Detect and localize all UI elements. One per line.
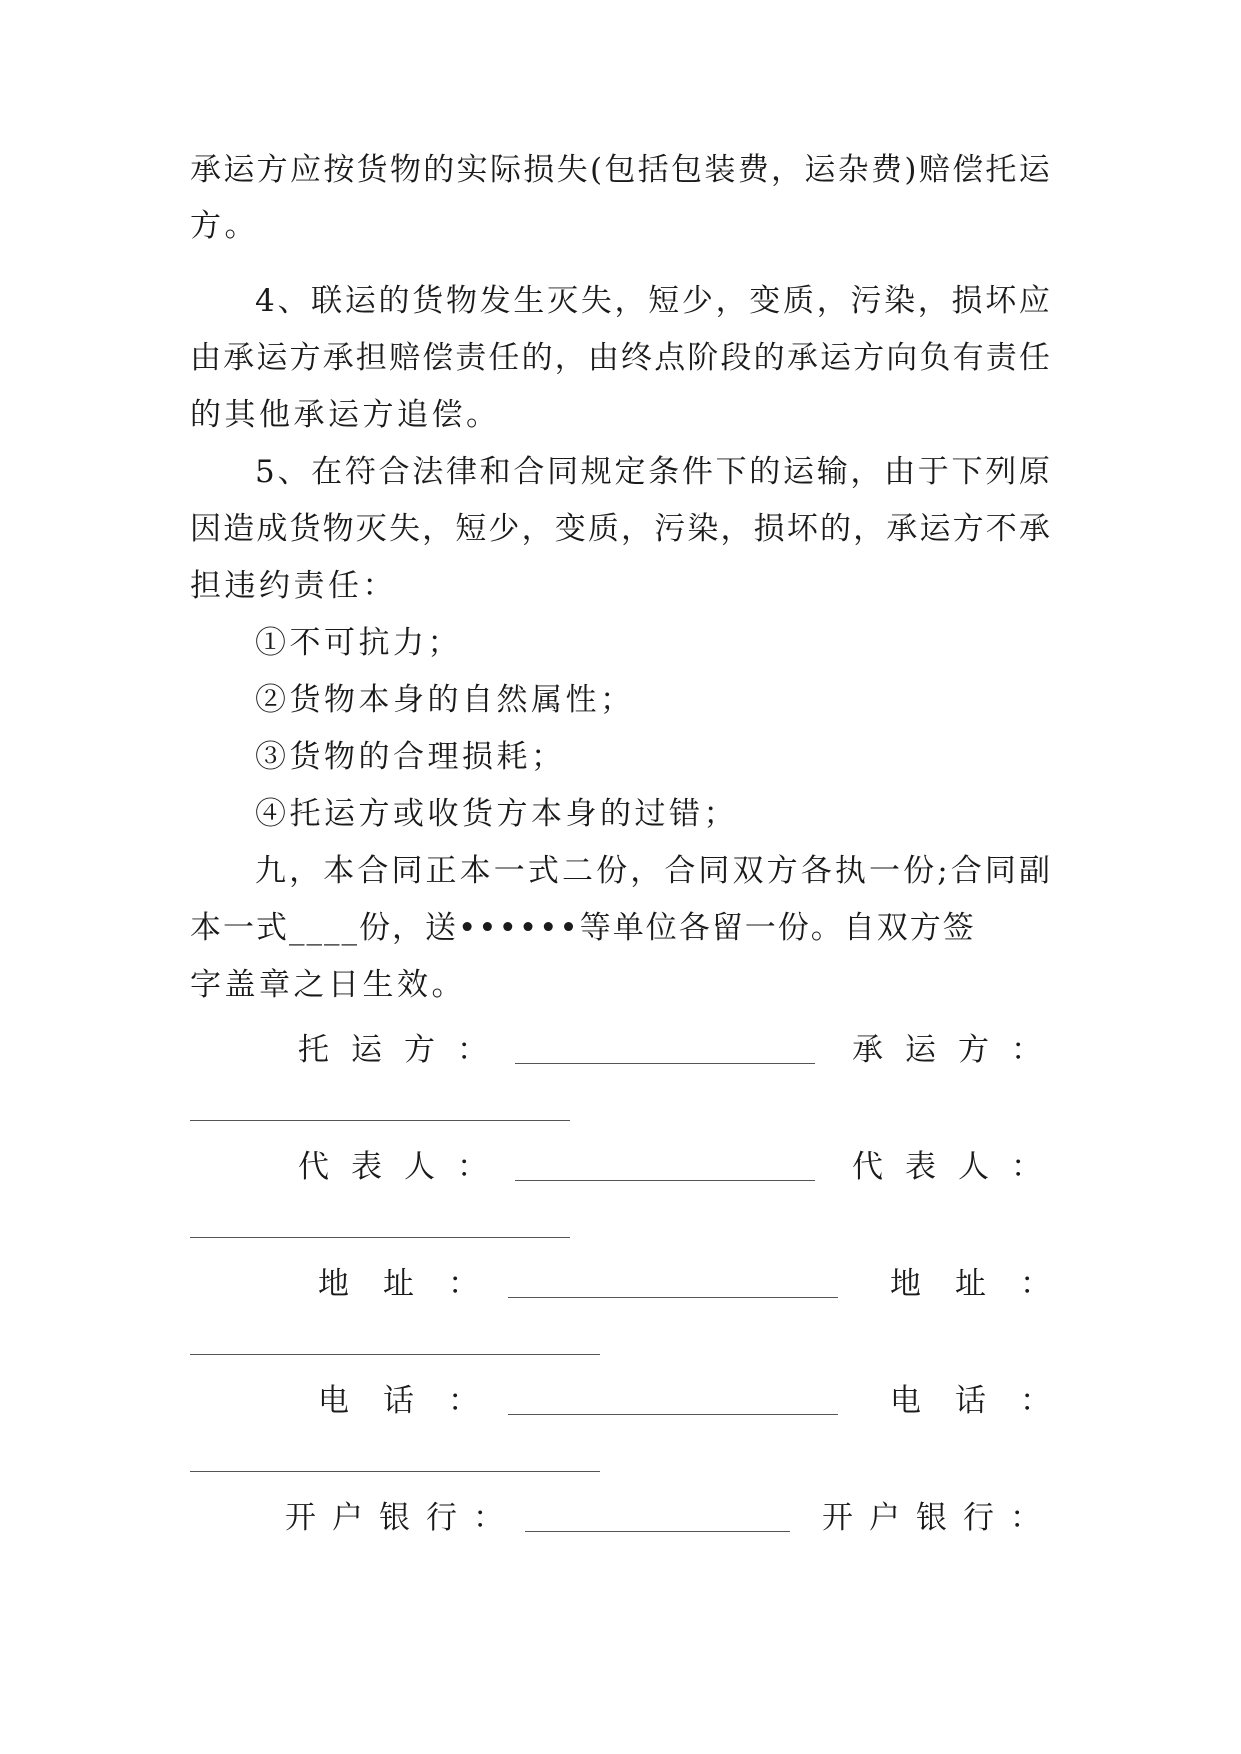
list-item-1: ①不可抗力； (255, 625, 462, 661)
text-line-13: 九 ， 本 合 同 正 本 一 式 二 份 ， 合 同 双 方 各 执 一 份 ; 合 同 副 (255, 853, 1050, 889)
text-line-7: 因 造 成 货 物 灭 失 ， 短 少 ， 变 质 ， 污 染 ， 损 坏 的 ， 承 运 方 不 承 (190, 511, 1050, 547)
carrier-label: 承运方： (852, 1032, 1064, 1068)
rep-left-label: 代表人： (298, 1149, 510, 1185)
addr-left-label: 地址： (318, 1266, 513, 1302)
phone-left-label: 电话： (318, 1383, 513, 1419)
rep-right-label: 代表人： (852, 1149, 1064, 1185)
text-line-14: 本一式____份，送••••••等单位各留一份。自双方签 (190, 910, 976, 946)
rep-right-line (190, 1237, 570, 1238)
list-item-3: ③货物的合理损耗； (255, 739, 566, 775)
list-item-2: ②货物本身的自然属性； (255, 682, 635, 718)
bank-left-line (525, 1531, 790, 1532)
list-item-4: ④托运方或收货方本身的过错； (255, 796, 738, 832)
addr-right-line (190, 1354, 600, 1355)
bank-right-label: 开户银行： (822, 1500, 1057, 1536)
text-line-6: 5 、 在 符 合 法 律 和 合 同 规 定 条 件 下 的 运 输 ， 由 于 下 列 原 (255, 454, 1050, 490)
carrier-line (190, 1120, 570, 1121)
text-line-1: 承 运 方 应 按 货 物 的 实 际 损 失 ( 包 括 包 装 费 ， 运 杂 费 ) 赔 偿 托 运 (190, 152, 1050, 188)
phone-right-line (190, 1471, 600, 1472)
shipper-line (515, 1063, 815, 1064)
text-line-5: 的其他承运方追偿。 (190, 397, 501, 433)
text-line-2: 方。 (190, 208, 259, 244)
shipper-label: 托运方： (298, 1032, 510, 1068)
text-line-8: 担违约责任： (190, 568, 397, 604)
addr-right-label: 地址： (890, 1266, 1085, 1302)
bank-left-label: 开户银行： (285, 1500, 520, 1536)
text-line-4: 由 承 运 方 承 担 赔 偿 责 任 的 ， 由 终 点 阶 段 的 承 运 方 向 负 有 责 任 (190, 340, 1050, 376)
phone-right-label: 电话： (890, 1383, 1085, 1419)
text-line-3: 4 、 联 运 的 货 物 发 生 灭 失 ， 短 少 ， 变 质 ， 污 染 ， 损 坏 应 (255, 283, 1050, 319)
rep-left-line (515, 1180, 815, 1181)
addr-left-line (508, 1297, 838, 1298)
phone-left-line (508, 1414, 838, 1415)
text-line-15: 字盖章之日生效。 (190, 967, 466, 1003)
